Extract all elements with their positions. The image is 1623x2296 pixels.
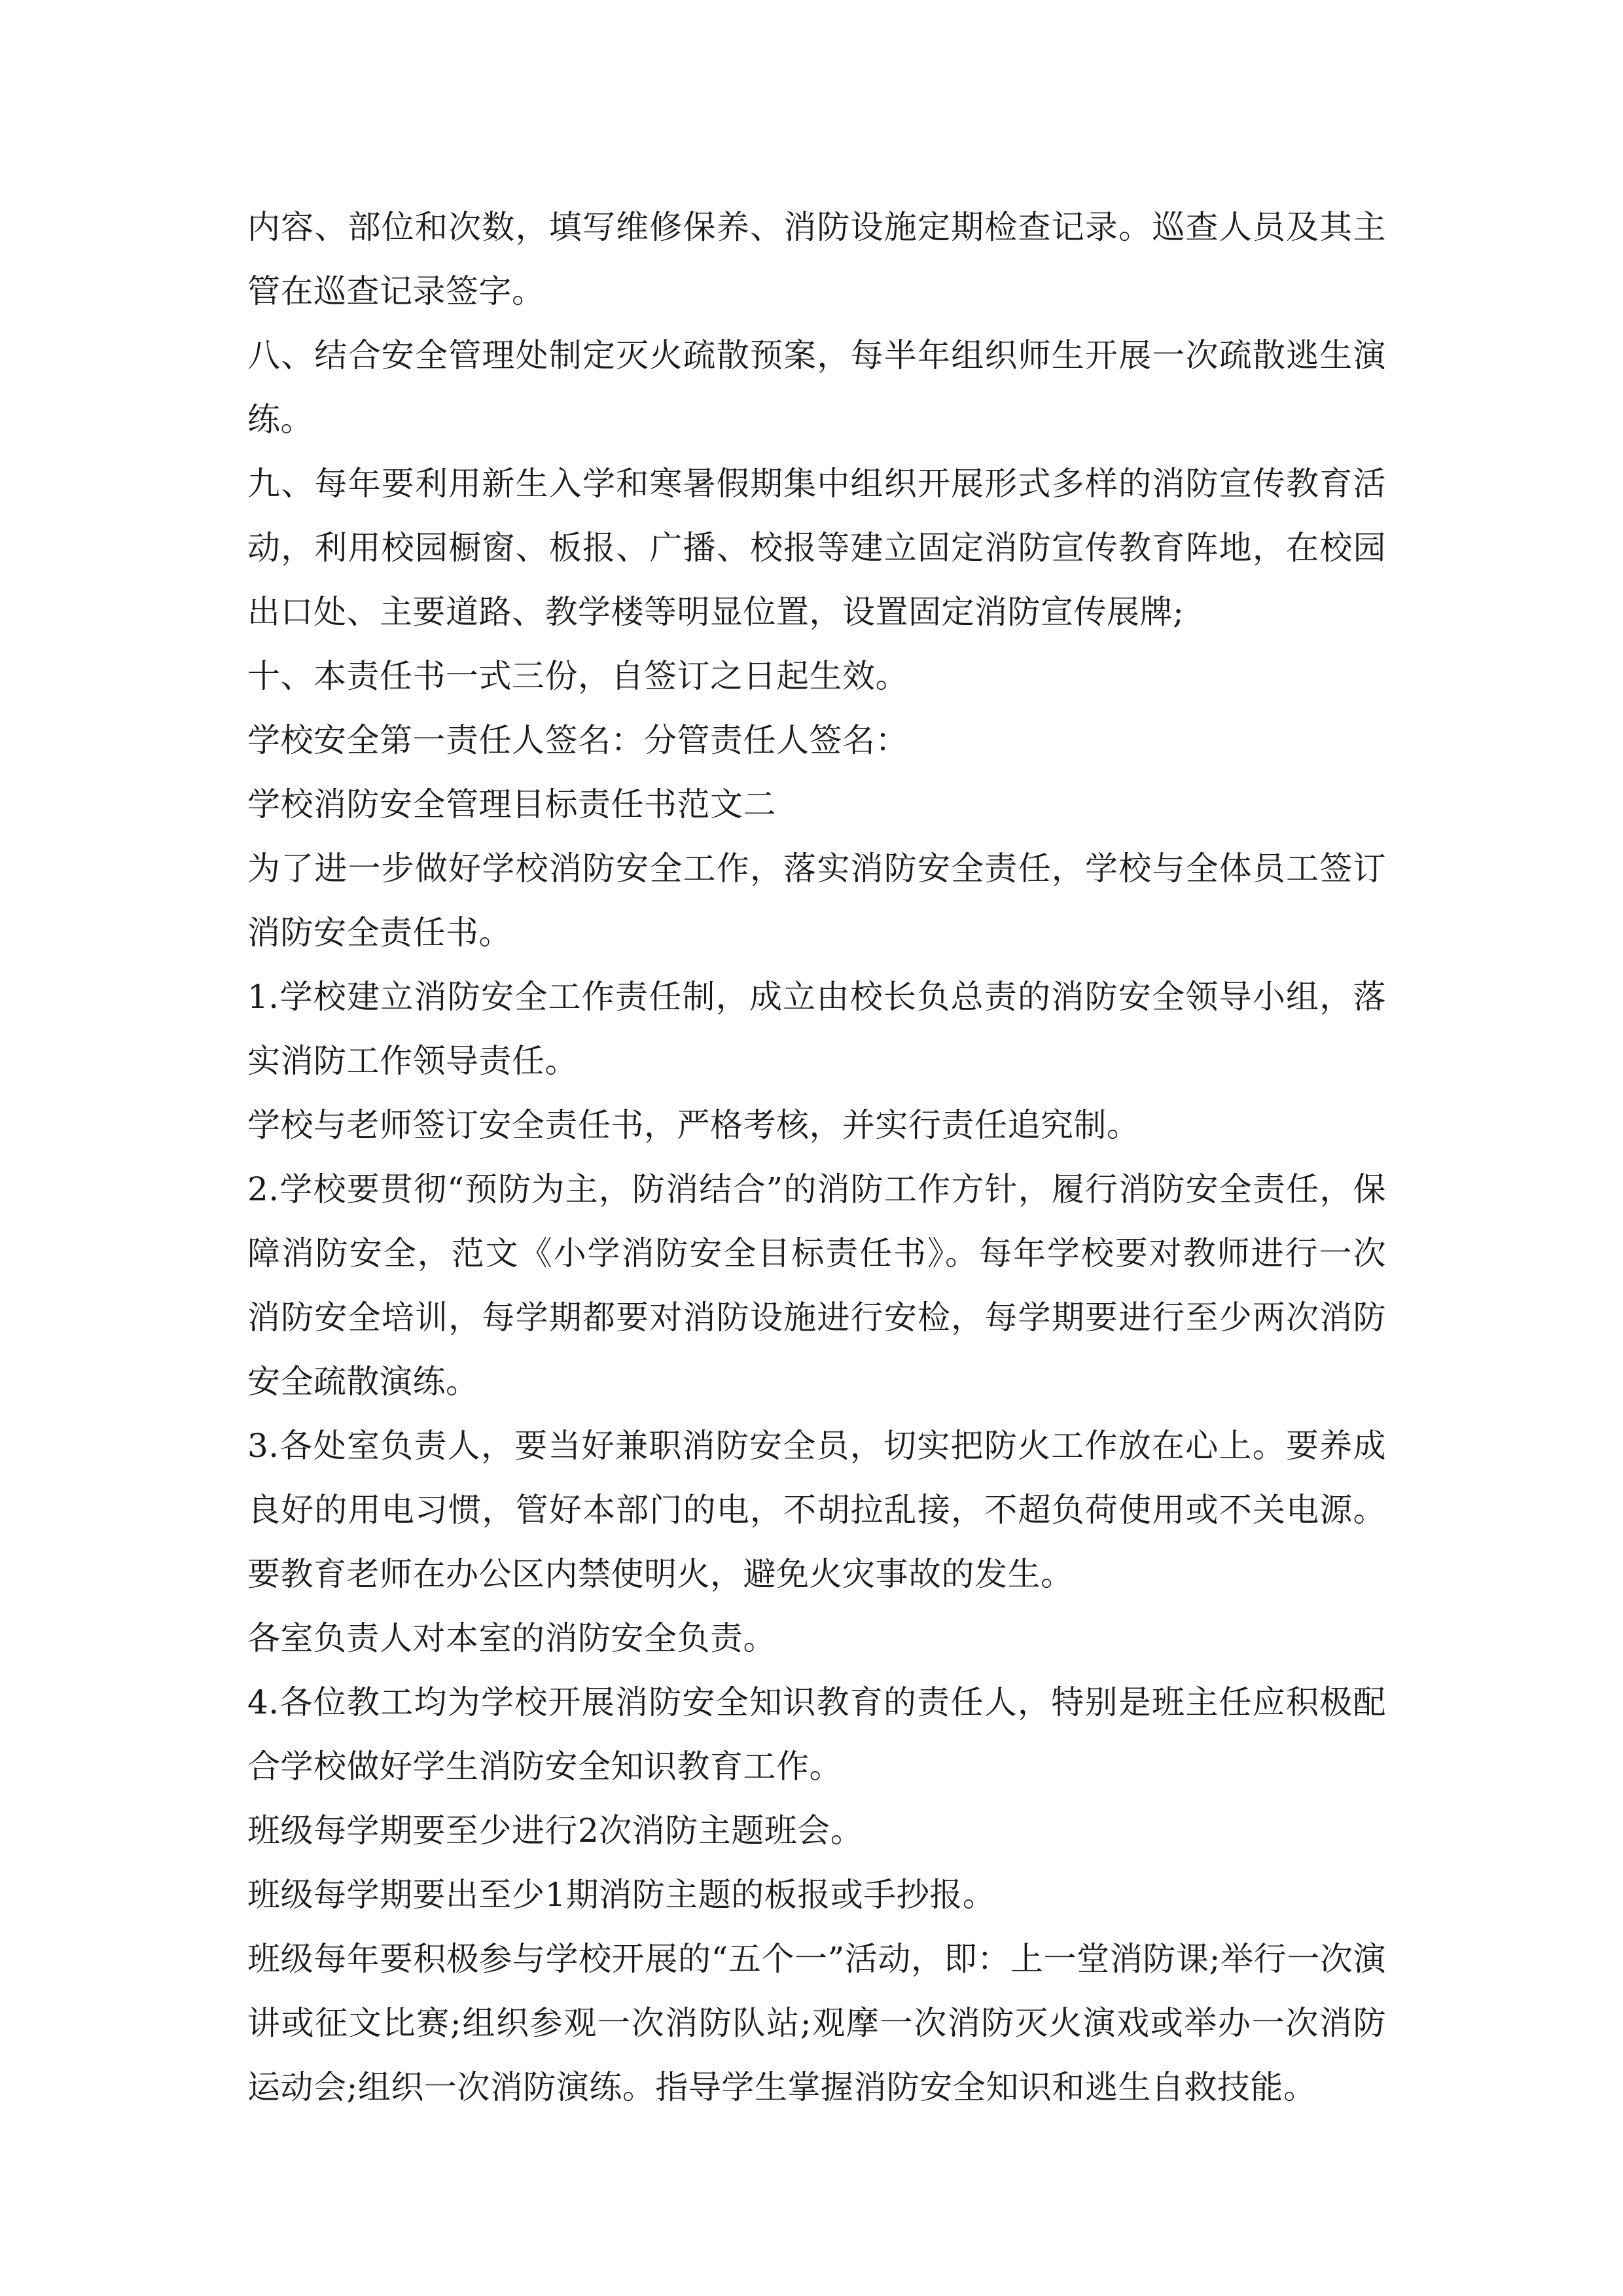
paragraph-inspection-record: 内容、部位和次数，填写维修保养、消防设施定期检查记录。巡查人员及其主管在巡查记录签字。 — [247, 208, 1386, 310]
paragraph-point-1: 1.学校建立消防安全工作责任制，成立由校长负总责的消防安全领导小组，落实消防工作领导责任。 — [247, 978, 1386, 1080]
paragraph-point-4: 4.各位教工均为学校开展消防安全知识教育的责任人，特别是班主任应积极配合学校做好学生消防安全知识教育工作。 — [247, 1683, 1386, 1785]
paragraph-five-activities: 班级每年要积极参与学校开展的“五个一”活动，即：上一堂消防课;举行一次演讲或征文比赛;组织参观一次消防队站;观摩一次消防灭火演戏或举办一次消防运动会;组织一次消防演练。指导学生掌握消防安全知识和逃生自救技能。 — [247, 1940, 1386, 2106]
paragraph-point-2: 2.学校要贯彻“预防为主，防消结合”的消防工作方针，履行消防安全责任，保障消防安全，范文《小学消防安全目标责任书》。每年学校要对教师进行一次消防安全培训，每学期都要对消防设施进行安检，每学期要进行至少两次消防安全疏散演练。 — [247, 1170, 1386, 1401]
document-body — [247, 195, 1386, 2119]
paragraph-item-8: 八、结合安全管理处制定灭火疏散预案，每半年组织师生开展一次疏散逃生演练。 — [247, 336, 1386, 439]
paragraph-intro: 为了进一步做好学校消防安全工作，落实消防安全责任，学校与全体员工签订消防安全责任书。 — [247, 850, 1386, 952]
paragraph-point-1-note: 学校与老师签订安全责任书，严格考核，并实行责任追究制。 — [247, 1106, 1140, 1144]
paragraph-item-9: 九、每年要利用新生入学和寒暑假期集中组织开展形式多样的消防宣传教育活动，利用校园橱窗、板报、广播、校报等建立固定消防宣传教育阵地，在校园出口处、主要道路、教学楼等明显位置，设置固定消防宣传展牌; — [247, 465, 1386, 631]
paragraph-class-board: 班级每学期要出至少1期消防主题的板报或手抄报。 — [247, 1876, 996, 1914]
paragraph-class-meeting: 班级每学期要至少进行2次消防主题班会。 — [247, 1812, 864, 1850]
section-heading: 学校消防安全管理目标责任书范文二 — [247, 785, 776, 823]
paragraph-point-3-note: 各室负责人对本室的消防安全负责。 — [247, 1619, 776, 1657]
paragraph-point-3: 3.各处室负责人，要当好兼职消防安全员，切实把防火工作放在心上。要养成良好的用电习惯，管好本部门的电，不胡拉乱接，不超负荷使用或不关电源。要教育老师在办公区内禁使明火，避免火灾事故的发生。 — [247, 1427, 1386, 1593]
paragraph-signatures: 学校安全第一责任人签名：分管责任人签名： — [247, 721, 908, 759]
paragraph-item-10: 十、本责任书一式三份，自签订之日起生效。 — [247, 657, 908, 695]
